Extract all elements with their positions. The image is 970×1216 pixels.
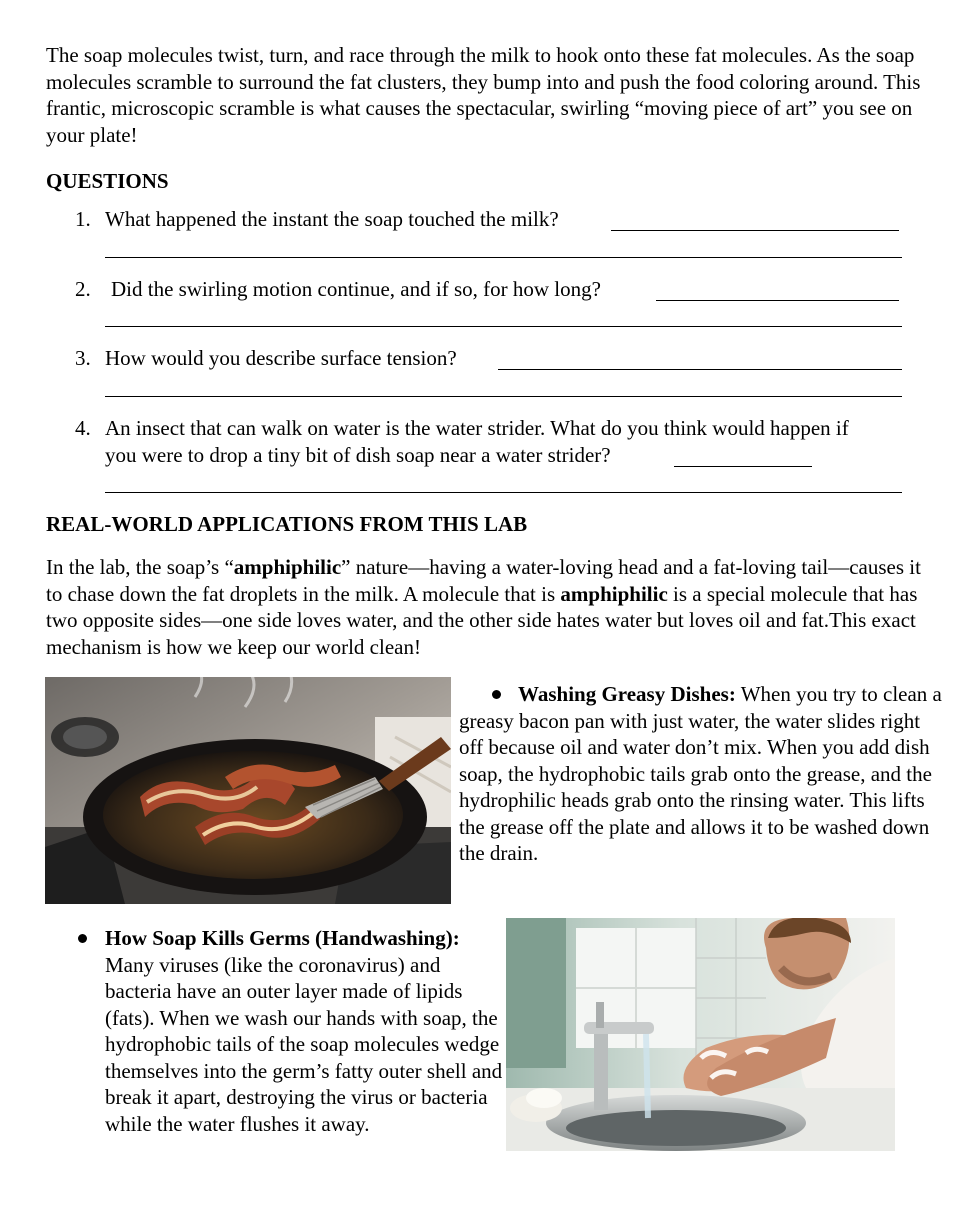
question-number: 3. bbox=[75, 346, 91, 370]
washing-dishes-body: When you try to clean a greasy bacon pan with just water, the water slides right off because oil and water don’t mix. When you add dish soap, the hydrophobic tails grab onto the grease, and the hydrophilic heads grab onto the rinsing water. This lifts the grease off the plate and allows it to be washed down the drain. bbox=[459, 682, 942, 865]
bacon-pan-photo bbox=[45, 677, 451, 904]
question-number: 4. bbox=[75, 416, 91, 440]
handwashing-photo bbox=[506, 918, 895, 1151]
term-amphiphilic: amphiphilic bbox=[233, 555, 342, 579]
answer-line[interactable] bbox=[105, 257, 902, 258]
question-text: Did the swirling motion continue, and if so, for how long? bbox=[111, 277, 601, 301]
intro-text: In the lab, the soap’s “ bbox=[46, 555, 234, 579]
answer-line[interactable] bbox=[105, 396, 902, 397]
intro-paragraph: The soap molecules twist, turn, and race through the milk to hook onto these fat molecules. As the soap molecules scramble to surround the fat clusters, they bump into and push the food coloring around. This frantic, microscopic scramble is what causes the spectacular, swirling “moving piece of art” you see on your plate! bbox=[46, 43, 921, 147]
applications-intro bbox=[46, 554, 926, 660]
handwashing-item bbox=[105, 925, 503, 1137]
answer-line[interactable] bbox=[611, 230, 899, 231]
question-text: What happened the instant the soap touched the milk? bbox=[105, 207, 559, 231]
bullet-icon bbox=[78, 934, 87, 943]
bacon-pan-illustration bbox=[45, 677, 451, 904]
washing-dishes-title: Washing Greasy Dishes: bbox=[518, 682, 736, 706]
questions-heading: QUESTIONS bbox=[46, 169, 169, 193]
question-text-line1: An insect that can walk on water is the water strider. What do you think would happen if bbox=[105, 416, 849, 440]
answer-line[interactable] bbox=[105, 492, 902, 493]
question-number: 1. bbox=[75, 207, 91, 231]
intro-text: is a special molecule that has two opposite sides—one side loves water, and the other side hates water but loves oil and fat.This exact mechanism is how we keep our world clean! bbox=[46, 581, 918, 659]
applications-heading: REAL-WORLD APPLICATIONS FROM THIS LAB bbox=[46, 512, 528, 536]
washing-dishes-item bbox=[459, 681, 949, 867]
handwashing-illustration bbox=[506, 918, 895, 1151]
answer-line[interactable] bbox=[656, 300, 899, 301]
answer-line[interactable] bbox=[105, 326, 902, 327]
handwashing-body: Many viruses (like the coronavirus) and bacteria have an outer layer made of lipids (fats). When we wash our hands with soap, the hydrophobic tails of the soap molecules wedge themselves into the germ’s fatty outer shell and break it apart, destroying the virus or bacteria while the water flushes it away. bbox=[105, 952, 503, 1136]
answer-line[interactable] bbox=[498, 369, 902, 370]
term-amphiphilic: amphiphilic bbox=[560, 581, 668, 606]
question-text: How would you describe surface tension? bbox=[105, 346, 457, 370]
question-text-line2: you were to drop a tiny bit of dish soap near a water strider? bbox=[105, 443, 611, 467]
answer-line[interactable] bbox=[674, 466, 812, 467]
handwashing-title: How Soap Kills Germs (Handwashing): bbox=[105, 926, 460, 950]
question-number: 2. bbox=[75, 277, 91, 301]
intro-text: ” nature—having a water-loving head and a fat-loving tail—causes it to chase down the fat droplets in the milk. A molecule that is bbox=[46, 555, 921, 606]
